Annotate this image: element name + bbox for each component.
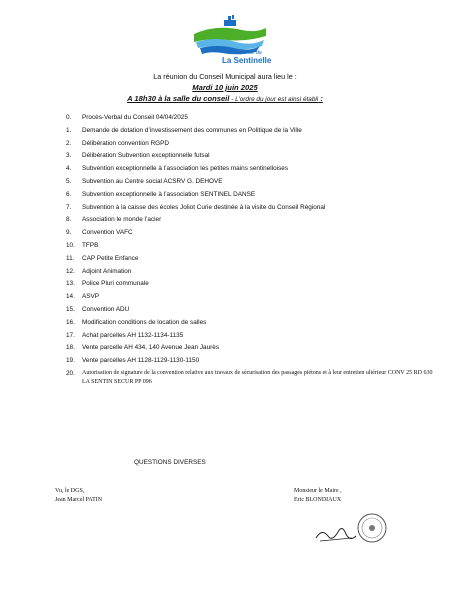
agenda-item-text: Achat parcelles AH 1132-1134-1135 bbox=[82, 331, 184, 339]
agenda-item-number: 9. bbox=[66, 229, 72, 237]
agenda-item-text: Modification conditions de location de salles bbox=[82, 318, 207, 326]
agenda-item bbox=[66, 150, 438, 163]
agenda-note: - L’ordre du jour est ainsi établi bbox=[229, 96, 319, 103]
agenda-item-number: 20. bbox=[66, 369, 75, 377]
meeting-date: Mardi 10 juin 2025 bbox=[192, 83, 258, 92]
meeting-announcement: La réunion du Conseil Municipal aura lieu le : bbox=[153, 72, 297, 81]
agenda-item-number: 16. bbox=[66, 318, 75, 326]
agenda-item bbox=[66, 317, 438, 330]
dgs-name: Jean Marcel PATIN bbox=[55, 497, 103, 503]
agenda-item bbox=[66, 330, 438, 343]
agenda-item-number: 14. bbox=[66, 293, 75, 301]
agenda-item-number: 5. bbox=[66, 177, 72, 185]
agenda-list bbox=[66, 112, 438, 388]
agenda-item-text: Délibération convention RGPD bbox=[82, 139, 170, 147]
agenda-item-text: Adjoint Animation bbox=[82, 267, 132, 275]
agenda-item-number: 18. bbox=[66, 344, 75, 352]
agenda-note-colon: : bbox=[318, 94, 323, 103]
agenda-item bbox=[66, 355, 438, 368]
agenda-item-text: Vente parcelles AH 1128-1129-1130-1150 bbox=[82, 357, 200, 365]
agenda-item-number: 6. bbox=[66, 190, 72, 198]
agenda-item-text: Subvention exceptionnelle à l’association SENTINEL DANSE bbox=[82, 190, 256, 198]
agenda-item bbox=[66, 138, 438, 151]
mayor-title: Monsieur le Maire , bbox=[294, 488, 342, 494]
agenda-item bbox=[66, 304, 438, 317]
agenda-item-number: 15. bbox=[66, 305, 75, 313]
agenda-item-text: Procès-Verbal du Conseil 04/04/2025 bbox=[82, 114, 188, 121]
agenda-item-number: 13. bbox=[66, 280, 75, 288]
agenda-item-text: Autorisation de signature de la convention relative aux travaux de sécurisation des passages piétons et à leur entretien ultérieur CONV 25 RD 630 LA SENTIN SECUR PP 096 bbox=[82, 369, 433, 386]
meeting-time-place bbox=[0, 94, 450, 103]
agenda-item-text: Demande de dotation d’investissement des communes en Politique de la Ville bbox=[82, 126, 302, 134]
city-logo bbox=[186, 14, 272, 66]
mayor-signature-block bbox=[294, 487, 342, 505]
questions-diverses: QUESTIONS DIVERSES bbox=[134, 459, 206, 466]
agenda-item-text: Subvention exceptionnelle à l’association les petites mains sentinelloises bbox=[82, 165, 289, 173]
agenda-item bbox=[66, 253, 438, 266]
agenda-item-number: 17. bbox=[66, 331, 75, 339]
agenda-item bbox=[66, 163, 438, 176]
agenda-item bbox=[66, 125, 438, 138]
agenda-item-number: 11. bbox=[66, 254, 75, 262]
agenda-item-text: Subvention au Centre social ACSRV G. DEHOVE bbox=[82, 177, 223, 185]
logo-line1: Ville de bbox=[244, 50, 262, 56]
agenda-item bbox=[66, 291, 438, 304]
agenda-item-number: 7. bbox=[66, 203, 72, 211]
agenda-item bbox=[66, 240, 438, 253]
agenda-item bbox=[66, 278, 438, 291]
agenda-item-text: ASVP bbox=[82, 293, 100, 301]
logo-line2: La Sentinelle bbox=[222, 56, 272, 65]
agenda-item-text: Délibération Subvention exceptionnelle futsal bbox=[82, 152, 210, 160]
agenda-item-number: 3. bbox=[66, 152, 72, 160]
dgs-title: Vu, le DGS, bbox=[55, 488, 85, 494]
mayor-signature-and-stamp bbox=[312, 508, 390, 548]
agenda-item bbox=[66, 202, 438, 215]
agenda-item-number: 1. bbox=[66, 126, 72, 134]
agenda-item-text: Convention VAFC bbox=[82, 229, 133, 237]
agenda-item-text: Police Pluri communale bbox=[82, 280, 149, 288]
agenda-item-number: 0. bbox=[66, 114, 72, 121]
agenda-item-number: 8. bbox=[66, 216, 72, 224]
agenda-item-text: Convention ADU bbox=[82, 305, 130, 313]
agenda-item-text: Subvention à la caisse des écoles Joliot Curie destinée à la visite du Conseil Régional bbox=[82, 203, 326, 211]
agenda-item-number: 10. bbox=[66, 241, 75, 249]
agenda-item-text: Association le monde l’acier bbox=[82, 216, 162, 224]
dgs-signature-block bbox=[55, 487, 102, 505]
agenda-item-number: 4. bbox=[66, 165, 72, 173]
agenda-item bbox=[66, 227, 438, 240]
agenda-item-number: 19. bbox=[66, 357, 75, 365]
agenda-item bbox=[66, 189, 438, 202]
signature-stamp-icon bbox=[312, 508, 390, 548]
agenda-item-number: 12. bbox=[66, 267, 75, 275]
meeting-place: A 18h30 à la salle du conseil bbox=[127, 94, 230, 103]
agenda-item bbox=[66, 214, 438, 227]
mayor-name: Eric BLONDIAUX bbox=[294, 497, 342, 503]
agenda-item bbox=[66, 266, 438, 279]
agenda-item-text: CAP Petite Enfance bbox=[82, 254, 139, 262]
agenda-item bbox=[66, 112, 438, 125]
agenda-item bbox=[66, 369, 438, 388]
agenda-item-text: Vente parcelle AH 434, 140 Avenue Jean Jaurès bbox=[82, 344, 220, 352]
agenda-item-text: TFPB bbox=[82, 241, 99, 249]
la-sentinelle-logo bbox=[186, 14, 272, 66]
agenda-item bbox=[66, 176, 438, 189]
agenda-item bbox=[66, 342, 438, 355]
agenda-item-number: 2. bbox=[66, 139, 72, 147]
